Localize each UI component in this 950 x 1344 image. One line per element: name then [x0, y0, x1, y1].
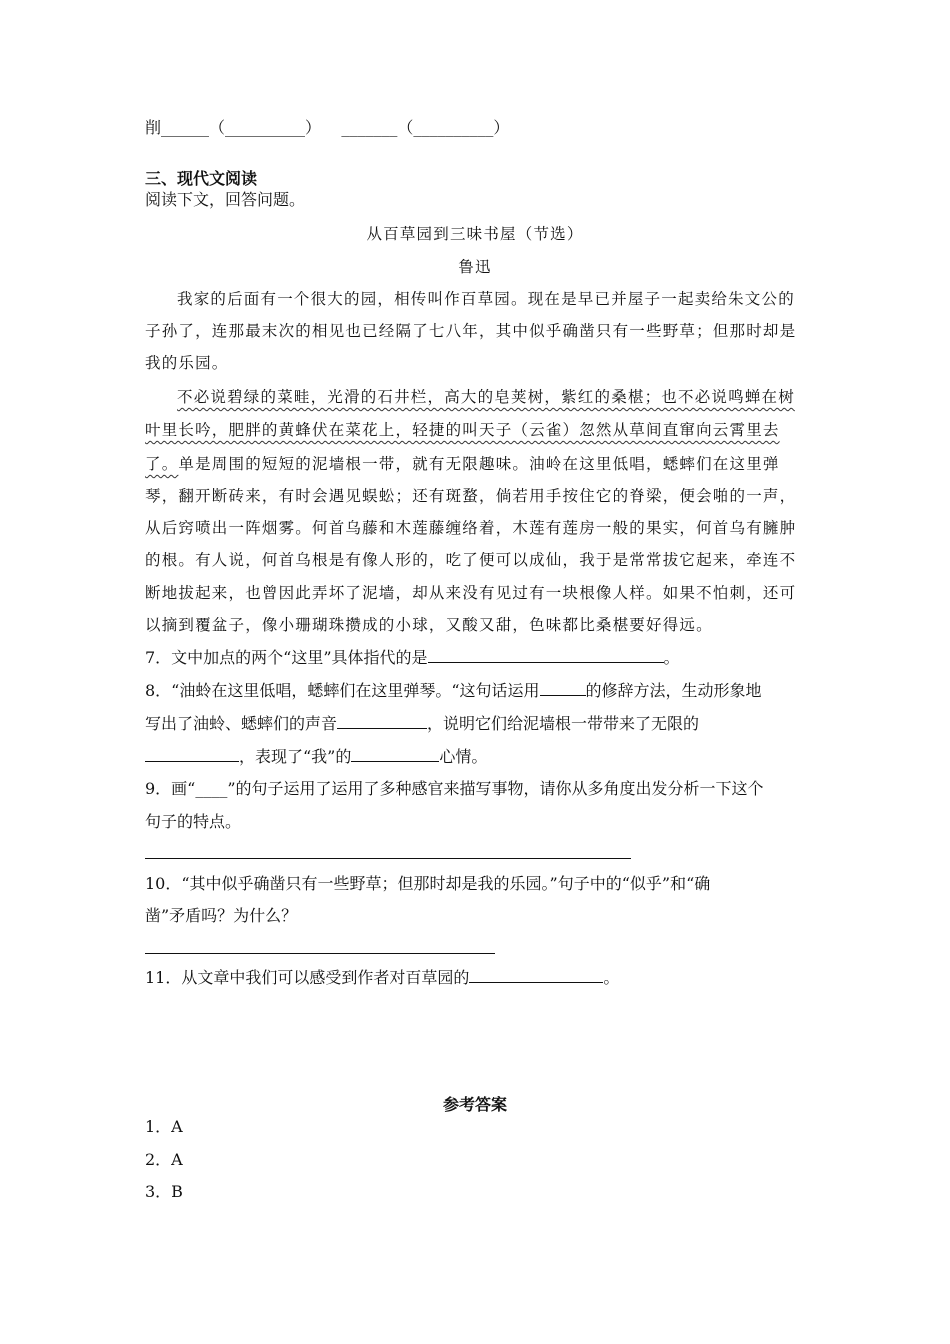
passage-line: 从后窍喷出一阵烟雾。何首乌藤和木莲藤缠络着，木莲有莲房一般的果实，何首乌有臃肿 [145, 519, 797, 537]
question-9 [145, 779, 764, 799]
question-text: 的修辞方法，生动形象地 [585, 681, 762, 700]
answers-title: 参考答案 [442, 1095, 507, 1114]
question-8-line-3 [145, 747, 487, 767]
passage-line: 琴，翻开断砖来，有时会遇见蜈蚣；还有斑蝥，倘若用手按住它的脊梁，便会啪的一声， [145, 487, 797, 505]
question-7 [145, 648, 680, 668]
passage-author: 鲁迅 [458, 258, 492, 276]
question-text: ，说明它们给泥墙根一带带来了无限的 [427, 714, 700, 733]
wavy-sentence-line [145, 420, 780, 440]
fill-line [145, 118, 509, 138]
wavy-underlined-text: 叶里长吟，肥胖的黄蜂伏在菜花上，轻捷的叫天子（云雀）忽然从草间直窜向云霄里去 [145, 421, 780, 439]
wavy-underlined-text: 不必说碧绿的菜畦，光滑的石井栏，高大的皂荚树，紫红的桑椹；也不必说鸣蝉在树 [177, 388, 795, 406]
section-instruction: 阅读下文，回答问题。 [145, 190, 306, 209]
answer-line[interactable] [145, 858, 631, 859]
fill-prefix: 削 [145, 118, 162, 137]
passage-line: 的根。有人说，何首乌根是有像人形的，吃了便可以成仙，我于是常常拔它起来，牵连不 [145, 551, 797, 569]
answer-item: 2．A [145, 1150, 183, 1169]
passage-line: 子孙了，连那最末次的相见也已经隔了七八年，其中似乎确凿只有一些野草；但那时却是 [145, 322, 797, 340]
question-punct: 。 [663, 648, 680, 667]
fill-blank-2[interactable]: _______ [341, 118, 398, 137]
answer-blank[interactable] [145, 747, 239, 762]
passage-line: 我的乐园。 [145, 354, 229, 372]
answer-item: 1．A [145, 1117, 183, 1136]
question-10-line-2: 凿”矛盾吗？为什么？ [145, 906, 298, 925]
question-text: 7．文中加点的两个“这里”具体指代的是 [145, 648, 428, 667]
question-text: 11．从文章中我们可以感受到作者对百草园的 [145, 968, 470, 987]
fill-paren-1[interactable]: （__________） [209, 118, 322, 137]
question-text: ”的句子运用了运用了多种感官来描写事物，请你从多角度出发分析一下这个 [227, 779, 764, 798]
question-10: 10．“其中似乎确凿只有一些野草；但那时却是我的乐园。”句子中的“似乎”和“确 [145, 874, 711, 893]
answer-blank[interactable] [540, 681, 586, 696]
passage-title: 从百草园到三味书屋（节选） [366, 225, 584, 243]
question-text: 心情。 [439, 747, 488, 766]
question-8-line-2 [145, 714, 699, 734]
fill-paren-2[interactable]: （__________） [397, 118, 510, 137]
fill-blank-1[interactable]: ______ [161, 118, 210, 137]
question-punct: 。 [603, 968, 620, 987]
question-mark-example: ____ [195, 779, 228, 798]
question-text: 写出了油蛉、蟋蟀们的声音 [145, 714, 338, 733]
passage-line: 以摘到覆盆子，像小珊瑚珠攒成的小球，又酸又甜，色味都比桑椹要好得远。 [145, 616, 713, 634]
passage-line: 断地拔起来，也曾因此弄坏了泥墙，却从来没有见过有一块根像人样。如果不怕刺，还可 [145, 584, 797, 602]
question-text: 9．画“ [145, 779, 196, 798]
question-9-line-2: 句子的特点。 [145, 812, 242, 831]
answer-blank[interactable] [469, 968, 603, 983]
answer-line[interactable] [145, 953, 495, 954]
question-text: ，表现了“我”的 [239, 747, 352, 766]
passage-line: 我家的后面有一个很大的园，相传叫作百草园。现在是早已并屋子一起卖给朱文公的 [177, 290, 795, 308]
answer-item: 3．B [145, 1182, 183, 1201]
answer-blank[interactable] [428, 648, 664, 663]
question-text: 8．“油蛉在这里低唱，蟋蟀们在这里弹琴。“这句话运用 [145, 681, 540, 700]
wavy-sentence-line [177, 387, 795, 407]
passage-text: 单是周围的短短的泥墙根一带，就有无限趣味。油岭在这里低唱，蟋蟀们在这里弹 [178, 455, 780, 473]
answer-blank[interactable] [351, 747, 439, 762]
passage-line [145, 454, 780, 474]
question-8 [145, 681, 762, 701]
answer-blank[interactable] [337, 714, 427, 729]
question-11 [145, 968, 619, 988]
wavy-underlined-text: 了。 [145, 455, 179, 473]
section-heading: 三、现代文阅读 [145, 169, 258, 188]
